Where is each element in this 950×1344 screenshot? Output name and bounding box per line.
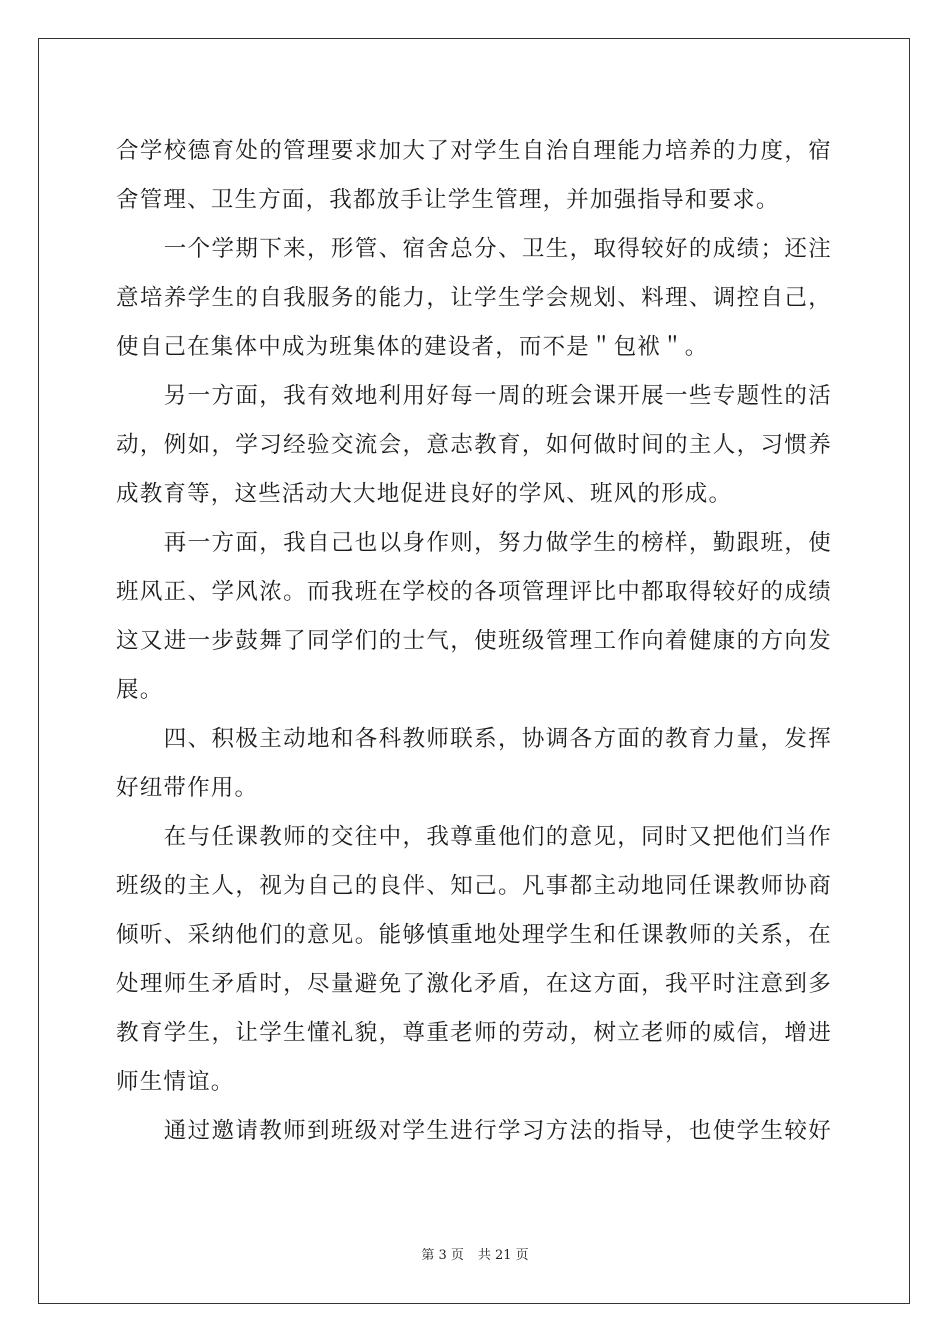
text-line: 这又进一步鼓舞了同学们的士气，使班级管理工作向着健康的方向发 [116,628,832,654]
text-line: 使自己在集体中成为班集体的建设者，而不是＂包袱＂。 [116,334,709,360]
text-line: 展。 [116,677,164,703]
text-line: 好纽带作用。 [116,775,259,801]
text-line: 另一方面，我有效地利用好每一周的班会课开展一些专题性的活 [116,383,832,409]
text-line: 教育学生，让学生懂礼貌，尊重老师的劳动，树立老师的威信，增进 [116,1020,832,1046]
text-line: 班风正、学风浓。而我班在学校的各项管理评比中都取得较好的成绩 [116,579,832,605]
text-line: 一个学期下来，形管、宿舍总分、卫生，取得较好的成绩；还注 [116,236,832,262]
text-line: 倾听、采纳他们的意见。能够慎重地处理学生和任课教师的关系，在 [116,922,832,948]
text-line: 动，例如，学习经验交流会，意志教育，如何做时间的主人，习惯养 [116,432,832,458]
text-line: 处理师生矛盾时，尽量避免了激化矛盾，在这方面，我平时注意到多 [116,971,832,997]
text-line: 意培养学生的自我服务的能力，让学生学会规划、料理、调控自己， [116,285,832,311]
page-footer [0,1246,950,1266]
text-line: 四、积极主动地和各科教师联系，协调各方面的教育力量，发挥 [116,726,832,752]
text-line: 再一方面，我自己也以身作则，努力做学生的榜样，勤跟班，使 [116,530,832,556]
text-line: 成教育等，这些活动大大地促进良好的学风、班风的形成。 [116,481,733,507]
text-line: 舍管理、卫生方面，我都放手让学生管理，并加强指导和要求。 [116,187,780,213]
text-line: 通过邀请教师到班级对学生进行学习方法的指导，也使学生较好 [116,1118,832,1144]
text-line: 合学校德育处的管理要求加大了对学生自治自理能力培养的力度，宿 [116,138,832,164]
page-number: 第 3 页 [421,1248,464,1263]
page-total: 共 21 页 [477,1248,529,1263]
text-line: 班级的主人，视为自己的良伴、知己。凡事都主动地同任课教师协商 [116,873,832,899]
text-line: 师生情谊。 [116,1069,235,1095]
text-line: 在与任课教师的交往中，我尊重他们的意见，同时又把他们当作 [116,824,832,850]
